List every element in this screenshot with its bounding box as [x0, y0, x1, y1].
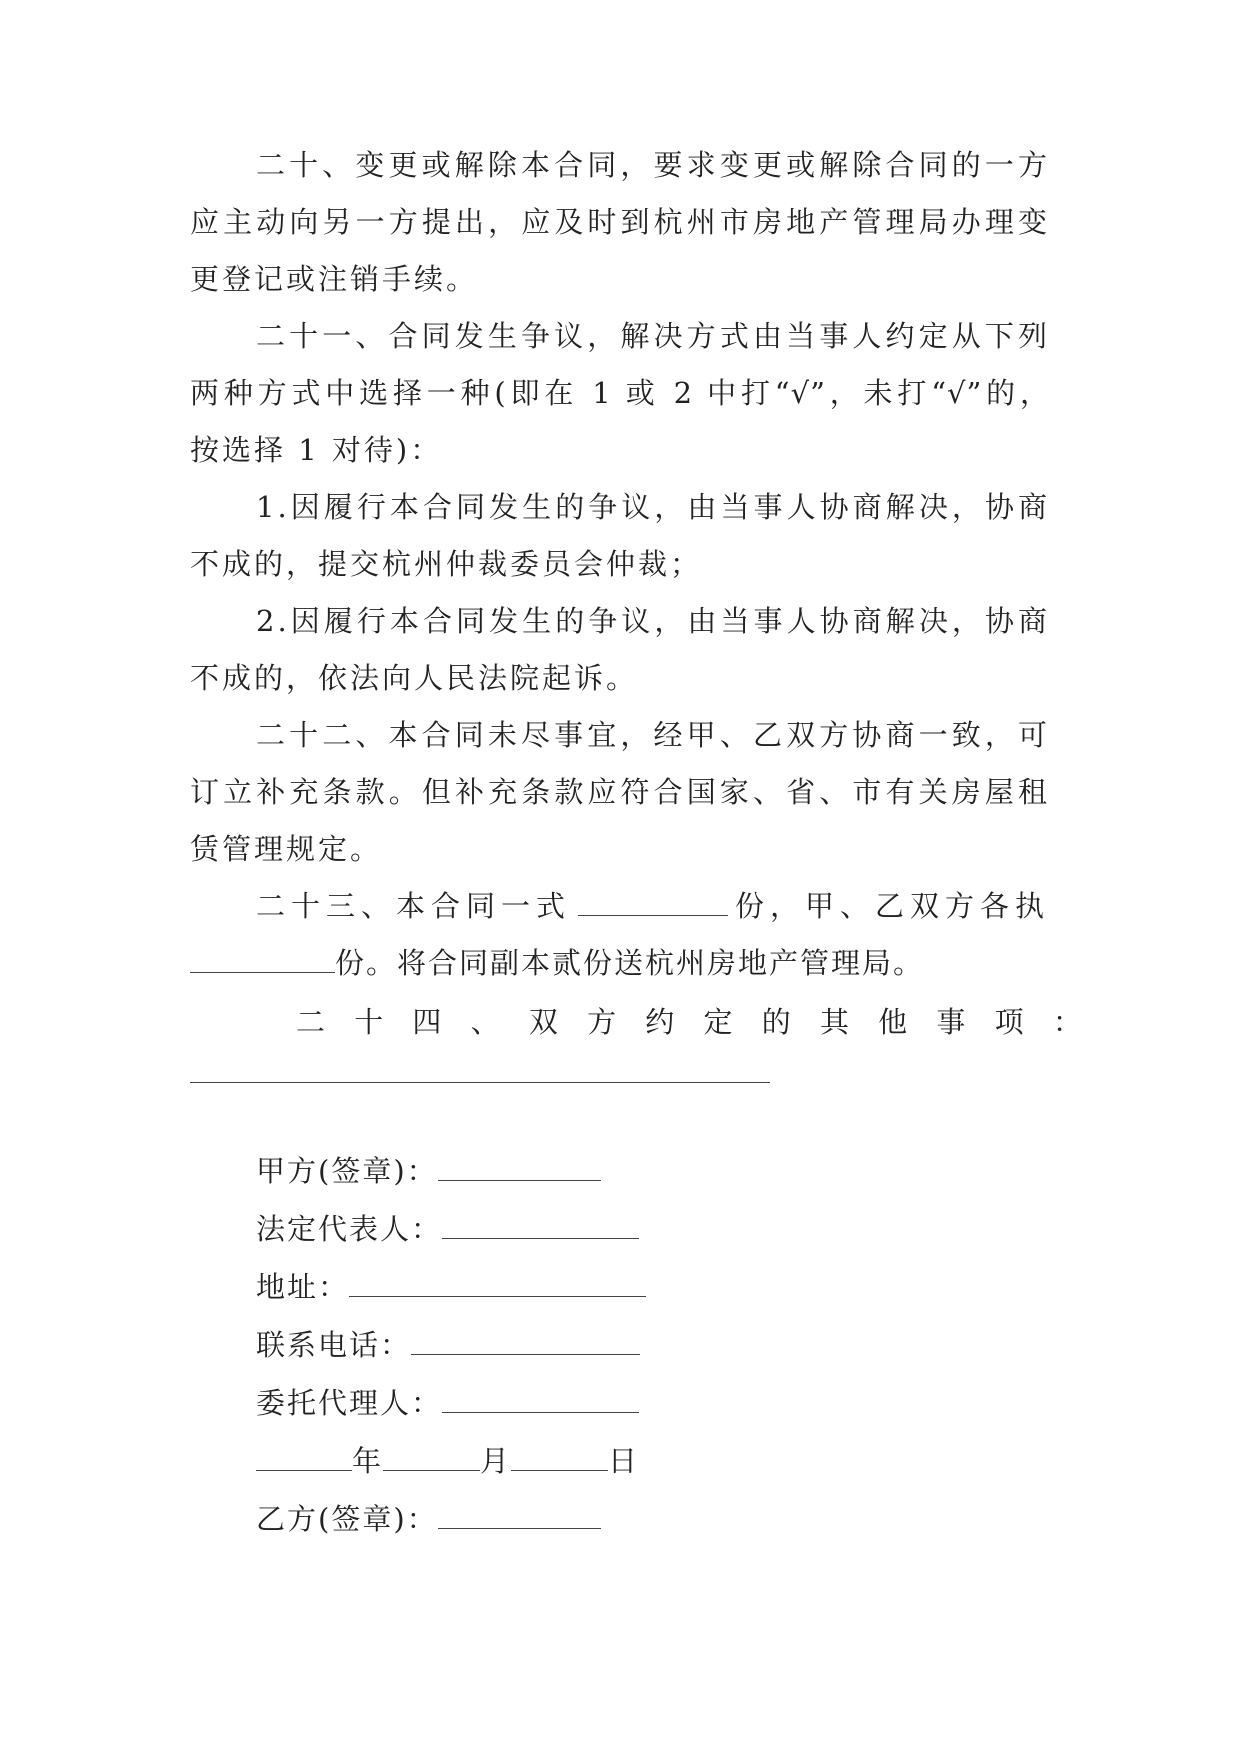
day-label: 日 — [608, 1444, 640, 1478]
clause-23-text-c: 份。将合同副本贰份送杭州房地产管理局。 — [335, 946, 925, 980]
clause-21-line-3: 按选择 1 对待)： — [190, 433, 443, 467]
clause-23-line-1 — [256, 884, 1050, 928]
option-2-line-2: 不成的，依法向人民法院起诉。 — [190, 661, 639, 695]
party-b-label: 乙方(签章)： — [256, 1502, 438, 1536]
clause-24-line-1: 二 十 四 、 双 方 约 定 的 其 他 事 项 ： — [296, 1005, 1088, 1039]
copies-total-blank[interactable] — [578, 885, 728, 916]
party-a-label: 甲方(签章)： — [256, 1154, 438, 1188]
phone-blank[interactable] — [411, 1324, 640, 1355]
year-blank[interactable] — [256, 1440, 352, 1471]
party-a-signature-row — [256, 1149, 601, 1193]
year-label: 年 — [352, 1444, 384, 1478]
legal-rep-row — [256, 1207, 639, 1251]
clause-22-line-2: 订立补充条款。但补充条款应符合国家、省、市有关房屋租 — [190, 775, 1050, 809]
phone-row — [256, 1323, 640, 1367]
month-blank[interactable] — [383, 1440, 480, 1471]
address-label: 地址： — [256, 1270, 350, 1304]
party-b-blank[interactable] — [438, 1498, 601, 1529]
clause-21-line-2: 两种方式中选择一种(即在 1 或 2 中打“√”，未打“√”的， — [190, 376, 1050, 410]
clause-21-line-1: 二十一、合同发生争议，解决方式由当事人约定从下列 — [256, 319, 1050, 353]
address-blank[interactable] — [349, 1266, 646, 1297]
clause-20-line-2: 应主动向另一方提出，应及时到杭州市房地产管理局办理变 — [190, 205, 1050, 239]
clause-20-line-3: 更登记或注销手续。 — [190, 262, 479, 296]
clause-22-line-3: 赁管理规定。 — [190, 832, 383, 866]
phone-label: 联系电话： — [256, 1328, 412, 1362]
clause-20-line-1: 二十、变更或解除本合同，要求变更或解除合同的一方 — [256, 148, 1050, 182]
month-label: 月 — [480, 1444, 512, 1478]
copies-each-blank[interactable] — [190, 942, 335, 973]
clause-22-line-1: 二十二、本合同未尽事宜，经甲、乙双方协商一致，可 — [256, 718, 1050, 752]
agent-blank[interactable] — [442, 1382, 639, 1413]
option-1-line-1: 1.因履行本合同发生的争议，由当事人协商解决，协商 — [256, 490, 1050, 524]
clause-23-text-b: 份，甲、乙双方各执 — [734, 889, 1050, 923]
clause-23-line-2 — [190, 941, 1050, 985]
option-2-line-1: 2.因履行本合同发生的争议，由当事人协商解决，协商 — [256, 604, 1050, 638]
other-matters-blank-line[interactable] — [190, 1082, 770, 1083]
address-row — [256, 1265, 646, 1309]
legal-rep-blank[interactable] — [442, 1208, 639, 1239]
party-a-blank[interactable] — [438, 1150, 601, 1181]
agent-label: 委托代理人： — [256, 1386, 443, 1420]
legal-rep-label: 法定代表人： — [256, 1212, 443, 1246]
day-blank[interactable] — [511, 1440, 608, 1471]
clause-23-text-a: 二十三、本合同一式 — [256, 889, 572, 923]
option-1-line-2: 不成的，提交杭州仲裁委员会仲裁； — [190, 547, 703, 581]
date-row — [256, 1439, 639, 1483]
party-b-signature-row — [256, 1497, 601, 1541]
agent-row — [256, 1381, 639, 1425]
